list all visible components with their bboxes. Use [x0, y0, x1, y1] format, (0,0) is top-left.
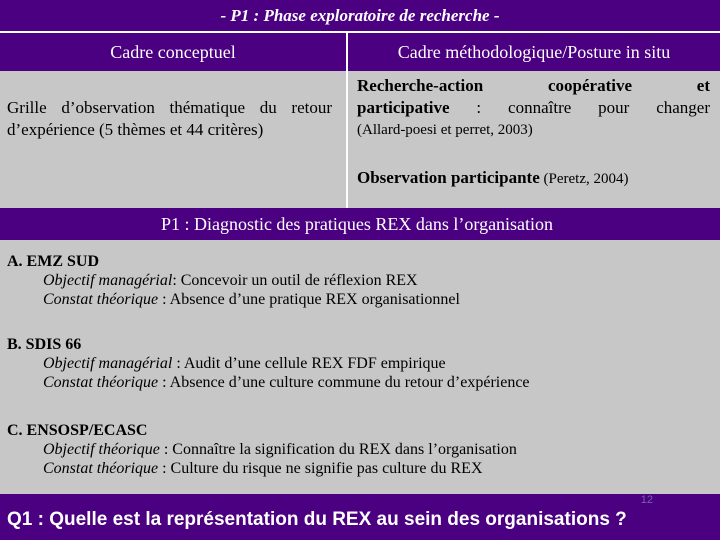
header-left-label: Cadre conceptuel — [110, 41, 236, 62]
line-label: Objectif managérial — [43, 272, 173, 289]
section-line — [7, 373, 720, 392]
method-reference-2: (Peretz, 2004) — [539, 171, 629, 187]
line-text: : Absence d’une culture commune du retour d’expérience — [158, 374, 530, 391]
sections-panel — [0, 240, 720, 494]
method-line-2 — [357, 97, 710, 119]
section-title: A. EMZ SUD — [7, 253, 100, 270]
method-rest-2: : connaître pour changer — [449, 98, 710, 117]
method-bold-3: Observation participante — [357, 168, 540, 187]
method-line-3 — [357, 167, 710, 190]
section-a — [7, 252, 720, 309]
line-text: : Audit d’une cellule REX FDF empirique — [172, 355, 446, 372]
conceptual-frame-cell — [0, 71, 348, 208]
section-bar — [0, 208, 720, 240]
slide-title-bar — [0, 0, 720, 33]
line-text: : Culture du risque ne signifie pas culture du REX — [158, 460, 483, 477]
section-title: B. SDIS 66 — [7, 336, 82, 353]
header-right-label: Cadre méthodologique/Posture in situ — [397, 41, 671, 62]
line-text: : Connaître la signification du REX dans l’organisation — [159, 441, 517, 458]
method-bold-2: participative — [357, 98, 450, 117]
line-label: Constat théorique — [43, 460, 159, 477]
header-conceptual-frame — [0, 33, 348, 71]
section-line — [7, 459, 720, 478]
line-label: Objectif managérial — [43, 355, 173, 372]
line-label: Objectif théorique — [43, 441, 160, 458]
research-question-bar — [0, 494, 720, 540]
section-line — [7, 290, 720, 309]
conceptual-frame-text: Grille d’observation thématique du retour d’expérience (5 thèmes et 44 critères) — [7, 98, 332, 139]
page-number: 12 — [640, 494, 653, 506]
research-question: Q1 : Quelle est la représentation du REX au sein des organisations ? — [7, 509, 627, 530]
method-line-1 — [357, 75, 710, 97]
section-line — [7, 271, 720, 290]
section-line — [7, 354, 720, 373]
section-bar-title: P1 : Diagnostic des pratiques REX dans l’organisation — [160, 213, 554, 234]
methodological-frame-cell — [348, 71, 720, 208]
section-c — [7, 421, 720, 478]
section-b — [7, 335, 720, 392]
section-line — [7, 440, 720, 459]
line-label: Constat théorique — [43, 374, 159, 391]
section-title: C. ENSOSP/ECASC — [7, 422, 148, 439]
slide-title: - P1 : Phase exploratoire de recherche - — [220, 5, 500, 25]
line-text: : Concevoir un outil de réflexion REX — [172, 272, 418, 289]
line-label: Constat théorique — [43, 291, 159, 308]
line-text: : Absence d’une pratique REX organisationnel — [158, 291, 460, 308]
method-bold-1: Recherche-action coopérative et — [357, 76, 710, 95]
method-reference-1: (Allard-poesi et perret, 2003) — [357, 122, 533, 138]
header-methodological-frame — [348, 33, 720, 71]
